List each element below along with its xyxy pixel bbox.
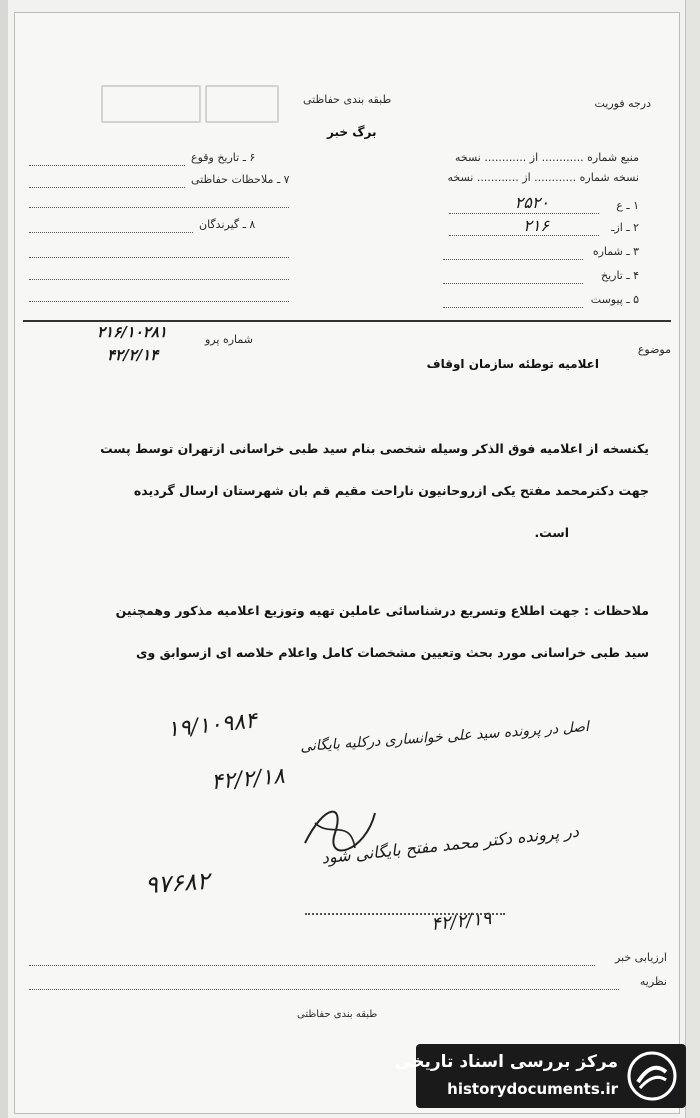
- field-6-line: [29, 165, 185, 166]
- field-5-label: ۵ ـ پیوست: [590, 293, 639, 306]
- body-line-1: یکنسخه از اعلامیه فوق الذکر وسیله شخصی بنام سید طبی خراسانی ازتهران توسط پست: [100, 441, 649, 456]
- field-3-line: [443, 259, 583, 260]
- field-8-line-4: [29, 301, 289, 302]
- field-1-line: [449, 213, 599, 214]
- field-1-label: ۱ ـ ع: [616, 199, 639, 212]
- field-6-label: ۶ ـ تاریخ وقوع: [191, 151, 256, 164]
- body-line-2: جهت دکترمحمد مفتح یکی ازروحانیون ناراحت مقیم قم بان شهرستان ارسال گردیده: [133, 483, 649, 498]
- field-4-line: [443, 283, 583, 284]
- field-1-value: ۲۵۲۰: [514, 193, 549, 212]
- opinion-label: نظریه: [639, 975, 667, 988]
- field-7-label: ۷ ـ ملاحظات حفاظتی: [191, 173, 290, 186]
- copy-number-field: نسخه شماره ............ از ............ نسخه: [447, 171, 639, 184]
- field-3-label: ۳ ـ شماره: [592, 245, 639, 258]
- archive-name: مرکز بررسی اسناد تاریخی: [395, 1052, 618, 1072]
- priority-label: درجه فوریت: [594, 97, 651, 110]
- separator-line: [23, 320, 671, 322]
- remarks-line-2: سید طبی خراسانی مورد بحث وتعیین مشخصات کامل واعلام خلاصه ای ازسوابق وی: [136, 645, 649, 660]
- evaluation-label: ارزیابی خبر: [614, 951, 667, 964]
- reference-date: ۴۲/۲/۱۴: [107, 346, 159, 364]
- reference-number-label: شماره پرو: [205, 333, 253, 346]
- reference-number: ۲۱۶/۱۰۲۸۱: [97, 323, 167, 341]
- handwritten-date-1: ۴۲/۲/۱۸: [210, 763, 286, 796]
- field-2-value: ۲۱۶: [523, 216, 549, 235]
- archive-url: historydocuments.ir: [447, 1080, 618, 1098]
- field-2-label: ۲ ـ ازـ: [611, 221, 639, 234]
- handwritten-number-1: ۱۹/۱۰۹۸۴: [165, 708, 259, 743]
- classification-top: طبقه بندی حفاظتی: [303, 93, 392, 106]
- archive-watermark: [395, 1044, 686, 1108]
- field-2-line: [449, 235, 599, 236]
- classification-bottom: طبقه بندی حفاظتی: [297, 1009, 378, 1020]
- field-8-line: [29, 232, 193, 233]
- handwritten-date-2: ۴۲/۲/۱۹: [430, 907, 493, 936]
- report-sheet: [14, 12, 680, 1114]
- faint-stamp-box: [101, 85, 201, 123]
- remarks-line-1: ملاحظات : جهت اطلاع وتسریع درشناسائی عاملین تهیه وتوزیع اعلامیه مذکور وهمچنین: [115, 603, 649, 618]
- field-8-label: ۸ ـ گیرندگان: [199, 218, 256, 231]
- field-7-line-2: [29, 207, 289, 208]
- handwritten-number-2: ۹۷۶۸۲: [144, 866, 211, 900]
- faint-stamp-box: [205, 85, 279, 123]
- body-line-3: است.: [534, 525, 569, 540]
- field-4-label: ۴ ـ تاریخ: [600, 269, 639, 282]
- subject-text: اعلامیه توطئه سازمان اوقاف: [426, 357, 599, 371]
- field-7-line: [29, 187, 185, 188]
- subject-label: موضوع: [637, 343, 671, 356]
- field-5-line: [443, 307, 583, 308]
- handwritten-note-1: اصل در پرونده سید علی خوانساری درکلیه بایگانی: [299, 718, 590, 756]
- report-subtitle: برگ خبر: [327, 125, 377, 139]
- scan-edge-left: [0, 0, 8, 1118]
- handwritten-date-line: [305, 913, 505, 915]
- handwritten-note-2: در پرونده دکتر محمد مفتح بایگانی شود: [320, 821, 580, 868]
- field-8-line-3: [29, 279, 289, 280]
- source-number-field: منبع شماره ............ از ............ نسخه: [454, 151, 639, 164]
- archive-logo-icon: [626, 1050, 678, 1102]
- opinion-line: [29, 989, 619, 990]
- scan-edge-right: [685, 0, 700, 1118]
- evaluation-line: [29, 965, 595, 966]
- field-8-line-2: [29, 257, 289, 258]
